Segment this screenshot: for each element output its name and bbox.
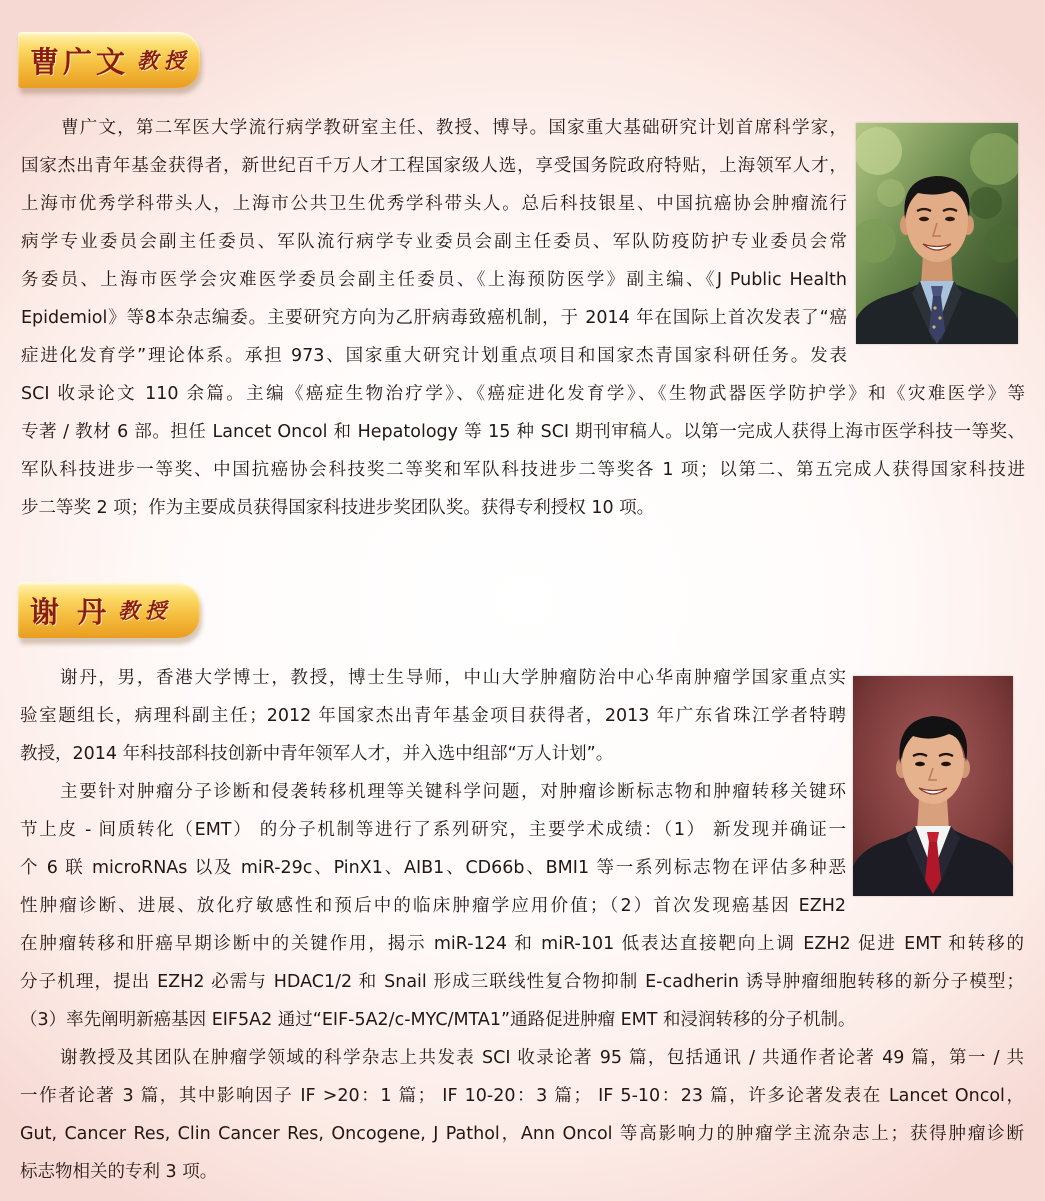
text-line: 症进化发育学”理论体系。承担 973、国家重大研究计划重点项目和国家杰青国家科研任务。发表	[21, 346, 847, 366]
text-line: 在肿瘤转移和肝癌早期诊断中的关键作用，揭示 miR-124 和 miR-101 低表达直接靶向上调 EZH2 促进 EMT 和转移的	[20, 934, 1024, 954]
text-line: 务委员、上海市医学会灾难医学委员会副主任委员、《上海预防医学》副主编、《J Public Health	[21, 270, 847, 290]
text-line: 国家杰出青年基金获得者，新世纪百千万人才工程国家级人选，享受国务院政府特贴，上海领军人才，	[21, 156, 847, 176]
text-line: 一作者论著 3 篇，其中影响因子 IF >20：1 篇； IF 10-20：3 篇； IF 5-10：23 篇，许多论著发表在 Lancet Oncol，	[20, 1086, 1024, 1106]
text-line: 曹广文，第二军医大学流行病学教研室主任、教授、博导。国家重大基础研究计划首席科学家，	[61, 118, 847, 138]
portrait-photo	[856, 123, 1018, 344]
text-line: Gut, Cancer Res, Clin Cancer Res, Oncogene, J Pathol，Ann Oncol 等高影响力的肿瘤学主流杂志上；获得肿瘤诊断	[20, 1124, 1024, 1144]
text-line: 标志物相关的专利 3 项。	[20, 1162, 218, 1182]
text-line: 上海市优秀学科带头人，上海市公共卫生优秀学科带头人。总后科技银星、中国抗癌协会肿瘤流行	[21, 194, 847, 214]
text-line: 病学专业委员会副主任委员、军队流行病学专业委员会副主任委员、军队防疫防护专业委员会常	[21, 232, 847, 252]
bio-paragraph	[20, 1039, 1024, 1191]
text-line: 分子机理，提出 EZH2 必需与 HDAC1/2 和 Snail 形成三联线性复合物抑制 E-cadherin 诱导肿瘤细胞转移的新分子模型；	[20, 972, 1024, 992]
text-line: 教授，2014 年科技部科技创新中青年领军人才，并入选中组部“万人计划”。	[20, 744, 614, 764]
name-label	[18, 32, 200, 88]
profile-name: 曹广文	[30, 44, 130, 79]
profile-name: 谢 丹	[30, 594, 111, 629]
portrait-image	[856, 123, 1018, 344]
name-label	[18, 582, 200, 638]
text-line: SCI 收录论文 110 余篇。主编《癌症生物治疗学》、《癌症进化发育学》、《生物武器医学防护学》和《灾难医学》等	[21, 384, 1025, 404]
text-line: 节上皮 - 间质转化（EMT） 的分子机制等进行了系列研究，主要学术成绩：（1） 新发现并确证一	[20, 820, 846, 840]
text-line: Epidemiol》等8本杂志编委。主要研究方向为乙肝病毒致癌机制，于 2014 年在国际上首次发表了“癌	[21, 308, 847, 328]
profile-title: 教授	[137, 48, 192, 73]
text-line: 谢丹，男，香港大学博士，教授，博士生导师，中山大学肿瘤防治中心华南肿瘤学国家重点实	[60, 668, 846, 688]
portrait-image	[853, 676, 1013, 896]
text-line: 主要针对肿瘤分子诊断和侵袭转移机理等关键科学问题，对肿瘤诊断标志物和肿瘤转移关键环	[60, 782, 846, 802]
text-line: 专著 / 教材 6 部。担任 Lancet Oncol 和 Hepatology 等 15 种 SCI 期刊审稿人。以第一完成人获得上海市医学科技一等奖、	[21, 422, 1025, 442]
text-line: （3）率先阐明新癌基因 EIF5A2 通过“EIF-5A2/c-MYC/MTA1”通路促进肿瘤 EMT 和浸润转移的分子机制。	[20, 1010, 856, 1030]
text-line: 谢教授及其团队在肿瘤学领域的科学杂志上共发表 SCI 收录论著 95 篇，包括通讯 / 共通作者论著 49 篇，第一 / 共	[60, 1048, 1024, 1068]
text-line: 性肿瘤诊断、进展、放化疗敏感性和预后中的临床肿瘤学应用价值；（2）首次发现癌基因 EZH2	[20, 896, 846, 916]
text-line: 个 6 联 microRNAs 以及 miR-29c、PinX1、AIB1、CD66b、BMI1 等一系列标志物在评估多种恶	[20, 858, 846, 878]
text-line: 验室题组长，病理科副主任；2012 年国家杰出青年基金项目获得者，2013 年广东省珠江学者特聘	[20, 706, 846, 726]
profile-title: 教授	[118, 598, 173, 623]
text-line: 步二等奖 2 项；作为主要成员获得国家科技进步奖团队奖。获得专利授权 10 项。	[21, 498, 655, 518]
text-line: 军队科技进步一等奖、中国抗癌协会科技奖二等奖和军队科技进步二等奖各 1 项；以第二、第五完成人获得国家科技进	[21, 460, 1025, 480]
portrait-photo	[853, 676, 1013, 896]
